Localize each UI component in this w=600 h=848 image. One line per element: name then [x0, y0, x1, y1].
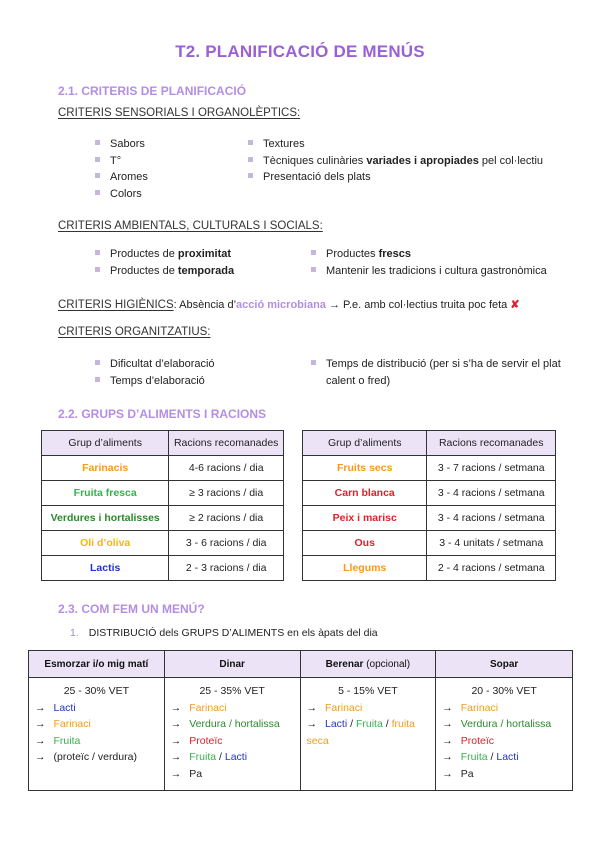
- list-item: Presentació dels plats: [248, 169, 543, 186]
- arrow-icon: →: [35, 718, 46, 730]
- rations-table-right: [302, 430, 556, 581]
- section-heading-criteris: 2.1. CRITERIS DE PLANIFICACIÓ: [58, 84, 247, 98]
- table-row: Verdures i hortalisses ≥ 2 racions / dia: [42, 506, 284, 531]
- section-heading-menu: 2.3. COM FEM UN MENÚ?: [58, 602, 205, 616]
- arrow-icon: →: [306, 718, 317, 730]
- table-row: Llegums 2 - 4 racions / setmana: [303, 556, 556, 581]
- col-header-rations: Racions recomanades: [169, 431, 284, 456]
- table-row: Peix i marisc 3 - 4 racions / setmana: [303, 506, 556, 531]
- arrow-icon: →: [35, 701, 46, 714]
- list-item: Colors: [95, 186, 148, 203]
- table-row: Fruita fresca ≥ 3 racions / dia: [42, 481, 284, 506]
- list-item: Productes frescs: [311, 246, 547, 263]
- col-header-group: Grup d’aliments: [42, 431, 169, 456]
- bullet-icon: [311, 250, 316, 255]
- cross-icon: ✘: [510, 299, 520, 311]
- list-item: Temps de distribució (per si s’ha de servir el plat: [311, 356, 561, 373]
- list-item: Tècniques culinàries variades i apropiades pel col·lectiu: [248, 153, 543, 170]
- list-item: Productes de temporada: [95, 263, 234, 280]
- organitzatius-col2: [311, 356, 561, 389]
- bullet-icon: [311, 267, 316, 272]
- col-header-dinar: Dinar: [164, 651, 300, 678]
- list-item: Temps d’elaboració: [95, 373, 215, 390]
- bullet-icon: [95, 360, 100, 365]
- table-row: Carn blanca 3 - 4 racions / setmana: [303, 481, 556, 506]
- list-item: Mantenir les tradicions i cultura gastronòmica: [311, 263, 547, 280]
- sensorial-col2: [248, 136, 543, 186]
- bullet-icon: [95, 140, 100, 145]
- meal-cell-berenar: 5 - 15% VET → Farinaci → Lacti / Fruita / fruita seca: [300, 678, 436, 791]
- subheading-organitzatius: CRITERIS ORGANITZATIUS:: [58, 326, 211, 338]
- arrow-icon: →: [170, 734, 182, 747]
- higienics-line: CRITERIS HIGIÈNICS: Absència d’acció microbiana → P.e. amb col·lectius truita poc feta ✘: [58, 299, 520, 311]
- arrow-icon: →: [442, 718, 453, 730]
- bullet-icon: [311, 360, 316, 365]
- bullet-icon: [95, 173, 100, 178]
- table-row: Lactis 2 - 3 racions / dia: [42, 556, 284, 581]
- arrow-icon: →: [442, 751, 453, 763]
- ambiental-col1: [95, 246, 234, 279]
- bullet-icon: [95, 190, 100, 195]
- bullet-icon: [248, 140, 253, 145]
- list-item: Sabors: [95, 136, 148, 153]
- arrow-icon: →: [306, 701, 317, 714]
- table-row: Farinacis 4-6 racions / dia: [42, 456, 284, 481]
- arrow-icon: →: [35, 751, 46, 763]
- subheading-higienics: CRITERIS HIGIÈNICS: [58, 299, 174, 311]
- col-header-group: Grup d’aliments: [303, 431, 427, 456]
- rations-table-left: [41, 430, 284, 581]
- arrow-icon: →: [442, 701, 453, 714]
- col-header-berenar: Berenar (opcional): [300, 651, 436, 678]
- arrow-icon: →: [170, 718, 182, 730]
- list-item: Textures: [248, 136, 543, 153]
- section-heading-grups: 2.2. GRUPS D’ALIMENTS I RACIONS: [58, 407, 267, 421]
- subheading-sensorial: CRITERIS SENSORIALS I ORGANOLÈPTICS:: [58, 107, 301, 119]
- table-row: Ous 3 - 4 unitats / setmana: [303, 531, 556, 556]
- col-header-sopar: Sopar: [436, 651, 573, 678]
- page-title: T2. PLANIFICACIÓ DE MENÚS: [175, 42, 425, 61]
- arrow-icon: →: [442, 734, 453, 747]
- bullet-icon: [95, 250, 100, 255]
- list-item-continuation: calent o fred): [326, 374, 391, 387]
- meal-cell-esmorzar: 25 - 30% VET → Lacti → Farinaci → Fruita → (proteïc / verdura): [29, 678, 165, 791]
- arrow-icon: →: [35, 734, 46, 747]
- list-item: Productes de proximitat: [95, 246, 234, 263]
- subheading-ambiental: CRITERIS AMBIENTALS, CULTURALS I SOCIALS:: [58, 220, 323, 232]
- bullet-icon: [95, 267, 100, 272]
- arrow-icon: →: [170, 701, 182, 714]
- bullet-icon: [248, 173, 253, 178]
- col-header-esmorzar: Esmorzar i/o mig matí: [29, 651, 165, 678]
- list-item: Dificultat d’elaboració: [95, 356, 215, 373]
- meals-table: [28, 650, 573, 791]
- bullet-icon: [248, 157, 253, 162]
- list-item: T°: [95, 153, 148, 170]
- list-item: Aromes: [95, 169, 148, 186]
- table-row: Oli d’oliva 3 - 6 racions / dia: [42, 531, 284, 556]
- arrow-icon: →: [170, 751, 182, 763]
- bullet-icon: [95, 157, 100, 162]
- arrow-icon: →: [442, 767, 453, 780]
- meal-cell-dinar: 25 - 35% VET → Farinaci → Verdura / hortalissa → Proteïc → Fruita / Lacti → Pa: [164, 678, 300, 791]
- meal-cell-sopar: 20 - 30% VET → Farinaci → Verdura / hortalissa → Proteïc → Fruita / Lacti → Pa: [436, 678, 573, 791]
- numbered-item: 1. DISTRIBUCIÓ dels GRUPS D’ALIMENTS en els àpats del dia: [70, 627, 378, 639]
- table-row: Fruits secs 3 - 7 racions / setmana: [303, 456, 556, 481]
- sensorial-col1: [95, 136, 148, 202]
- col-header-rations: Racions recomanades: [427, 431, 556, 456]
- organitzatius-col1: [95, 356, 215, 389]
- bullet-icon: [95, 377, 100, 382]
- ambiental-col2: [311, 246, 547, 279]
- arrow-icon: →: [170, 767, 182, 780]
